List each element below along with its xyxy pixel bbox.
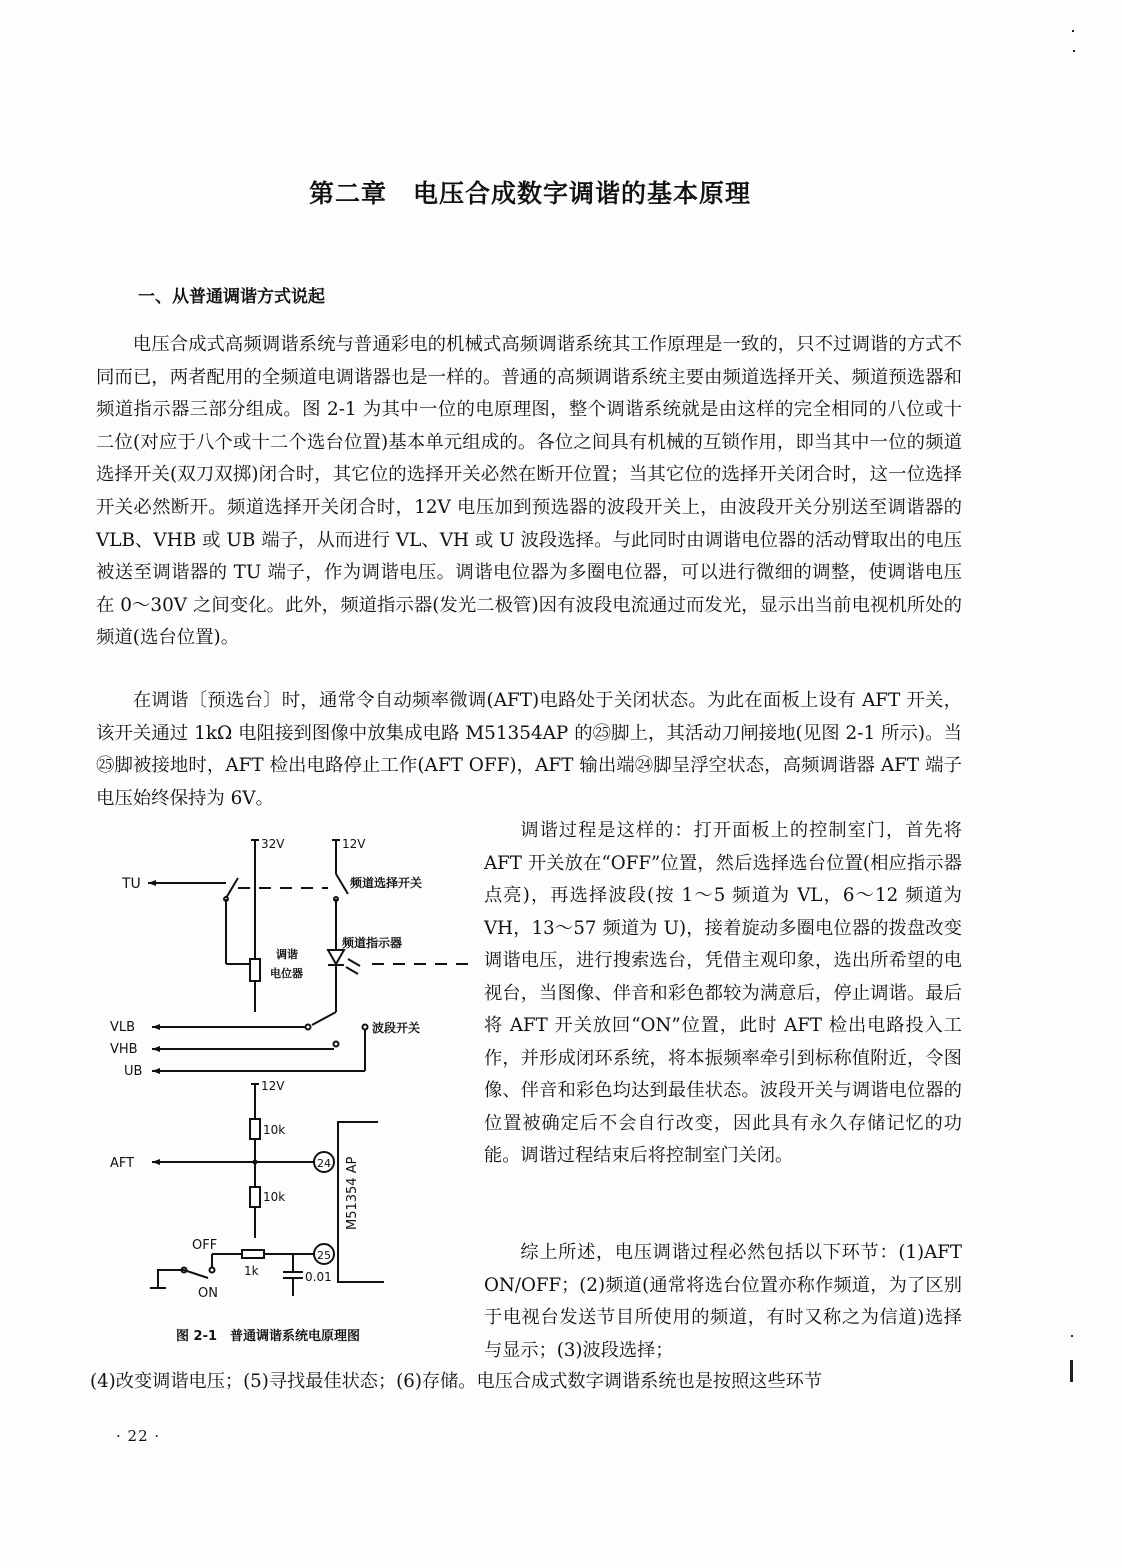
label-1k: 1k xyxy=(244,1264,259,1278)
circuit-diagram xyxy=(100,826,480,1306)
label-tu: TU xyxy=(122,876,141,892)
label-ub: UB xyxy=(124,1064,143,1079)
scan-dot-top xyxy=(1072,30,1074,32)
paragraph-2: 在调谐〔预选台〕时，通常令自动频率微调(AFT)电路处于关闭状态。为此在面板上设有 AFT 开关，该开关通过 1kΩ 电阻接到图像中放集成电路 M51354AP 的㉕脚上，其活动刀闸接地(见图 2-1 所示)。当㉕脚被接地时，AFT 检出电路停止工作(AFT OFF)，AFT 输出端㉔脚呈浮空状态，高频调谐器 AFT 端子电压始终保持为 6V。 xyxy=(96,690,962,809)
scan-dot-top-2 xyxy=(1073,50,1075,52)
paragraph-4: 综上所述，电压调谐过程必然包括以下环节：(1)AFT ON/OFF；(2)频道(通常将选台位置亦称作频道，为了区别于电视台发送节目所使用的频道，有时又称之为信道)选择与显示；(3)波段选择； xyxy=(484,1242,962,1361)
page-number: · 22 · xyxy=(116,1427,161,1445)
label-pot-1: 调谐 xyxy=(276,948,298,961)
label-off: OFF xyxy=(192,1238,218,1253)
paragraph-3: 调谐过程是这样的：打开面板上的控制室门，首先将 AFT 开关放在“OFF”位置，然后选择选台位置(相应指示器点亮)，再选择波段(按 1～5 频道为 VL，6～12 频道为 VH，13～57 频道为 U)，接着旋动多圈电位器的拨盘改变调谐电压，进行搜索选台，凭借主观印象，选出所希望的电视台，当图像、伴音和彩色都较为满意后，停止调谐。最后将 AFT 开关放回“ON”位置，此时 AFT 检出电路投入工作，并形成闭环系统，将本振频率牵引到标称值附近，令图像、伴音和彩色均达到最佳状态。波段开关与调谐电位器的位置被确定后不会自行改变，因此具有永久存储记忆的功能。调谐过程结束后将控制室门关闭。 xyxy=(484,820,962,1166)
label-aft: AFT xyxy=(110,1156,135,1171)
label-vlb: VLB xyxy=(110,1020,136,1035)
label-channel-indicator: 频道指示器 xyxy=(342,936,403,950)
label-on: ON xyxy=(198,1286,218,1301)
label-vhb: VHB xyxy=(110,1042,138,1057)
scan-dot-bottom xyxy=(1071,1335,1073,1337)
label-32v: 32V xyxy=(261,837,285,851)
label-band-switch: 波段开关 xyxy=(372,1021,421,1035)
label-12v-top: 12V xyxy=(342,837,366,851)
label-pin-24: 24 xyxy=(317,1157,331,1170)
chapter-title: 第二章 电压合成数字调谐的基本原理 xyxy=(308,179,751,208)
label-pot-2: 电位器 xyxy=(270,967,303,980)
label-pin-25: 25 xyxy=(317,1249,331,1262)
label-channel-switch: 频道选择开关 xyxy=(350,876,423,890)
label-cap: 0.01 xyxy=(305,1270,332,1284)
paragraph-4-continued: (4)改变调谐电压；(5)寻找最佳状态；(6)存储。电压合成式数字调谐系统也是按照这些环节 xyxy=(90,1371,823,1392)
label-10k-bottom: 10k xyxy=(263,1190,286,1204)
label-10k-top: 10k xyxy=(263,1123,286,1137)
figure-caption: 图 2-1 普通调谐系统电原理图 xyxy=(176,1329,361,1344)
label-12v-mid: 12V xyxy=(261,1079,285,1093)
paragraph-1: 电压合成式高频调谐系统与普通彩电的机械式高频调谐系统其工作原理是一致的，只不过调谐的方式不同而已，两者配用的全频道电调谐器也是一样的。普通的高频调谐系统主要由频道选择开关、频道预选器和频道指示器三部分组成。图 2-1 为其中一位的电原理图，整个调谐系统就是由这样的完全相同的八位或十二位(对应于八个或十二个选台位置)基本单元组成的。各位之间具有机械的互锁作用，即当其中一位的频道选择开关(双刀双掷)闭合时，其它位的选择开关必然在断开位置；当其它位的选择开关闭合时，这一位选择开关必然断开。频道选择开关闭合时，12V 电压加到预选器的波段开关上，由波段开关分别送至调谐器的 VLB、VHB 或 UB 端子，从而进行 VL、VH 或 U 波段选择。与此同时由调谐电位器的活动臂取出的电压被送至调谐器的 TU 端子，作为调谐电压。调谐电位器为多圈电位器，可以进行微细的调整，使调谐电压在 0～30V 之间变化。此外，频道指示器(发光二极管)因有波段电流通过而发光，显示出当前电视机所处的频道(选台位置)。 xyxy=(96,334,962,649)
label-ic: M51354 AP xyxy=(345,1156,360,1230)
section-heading: 一、从普通调谐方式说起 xyxy=(138,287,325,307)
scan-edge-mark xyxy=(1070,1360,1073,1382)
